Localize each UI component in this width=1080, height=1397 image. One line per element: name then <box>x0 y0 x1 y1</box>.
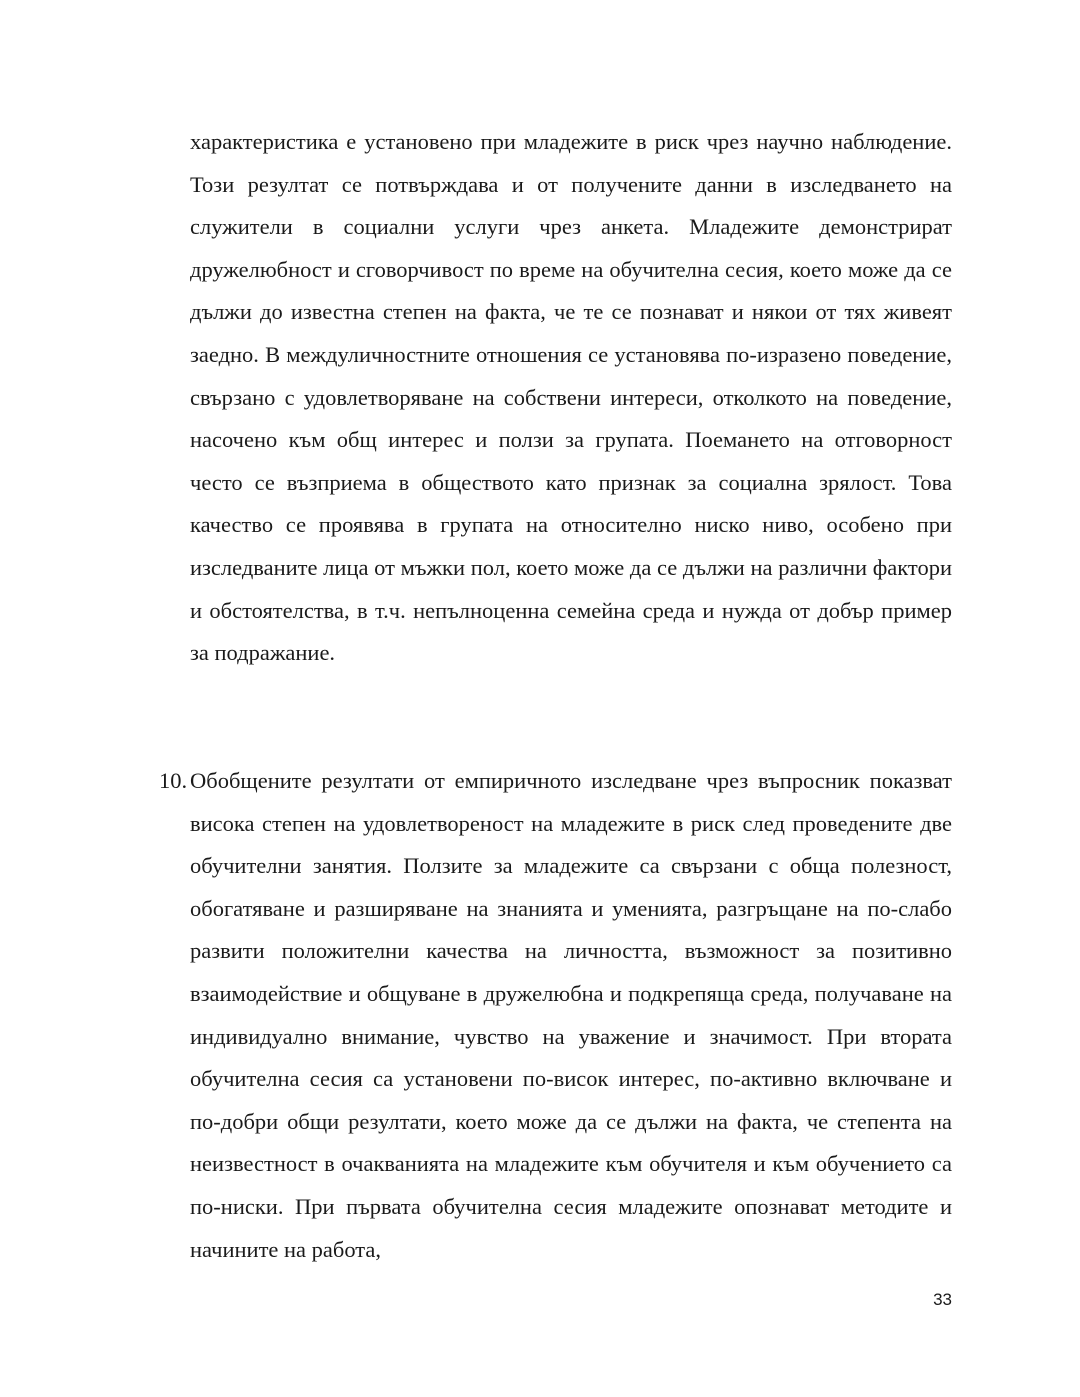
paragraph-continuation: характеристика е установено при младежите в риск чрез научно наблюдение. Този резултат се потвърждава и от получените данни в изследването на служители в социални услуги чрез анкета. Младежите демонстрират дружелюбност и сговорчивост по време на обучителна сесия, което може да се дължи до известна степен на факта, че те се познават и някои от тях живеят заедно. В междуличностните отношения се установява по-изразено поведение, свързано с удовлетворяване на собствени интереси, отколкото на поведение, насочено към общ интерес и ползи за групата. Поемането на отговорност често се възприема в обществото като признак за социална зрялост. Това качество се проявява в групата на относително ниско ниво, особено при изследваните лица от мъжки пол, което може да се дължи на различни фактори и обстоятелства, в т.ч. непълноценна семейна среда и нужда от добър пример за подражание. <box>190 129 952 666</box>
list-item-number: 10. <box>159 768 188 793</box>
list-item-text: Обобщените резултати от емпиричното изследване чрез въпросник показват висока степен на удовлетвореност на младежите в риск след проведените две обучителни занятия. Ползите за младежите са свързани с обща полезност, обогатяване и разширяване на знанията и уменията, разгръщане на по-слабо развити положителни качества на личността, възможност за позитивно взаимодействие и общуване в дружелюбна и подкрепяща среда, получаване на индивидуално внимание, чувство на уважение и значимост. При втората обучителна сесия са установени по-висок интерес, по-активно включване и по-добри общи резултати, което може да се дължи на факта, че степента на неизвестност в очакванията на младежите към обучителя и към обучението са по-ниски. При първата обучителна сесия младежите опознават методите и начините на работа, <box>190 768 952 1262</box>
numbered-list-item <box>159 760 952 1271</box>
page-number: 33 <box>933 1290 952 1309</box>
